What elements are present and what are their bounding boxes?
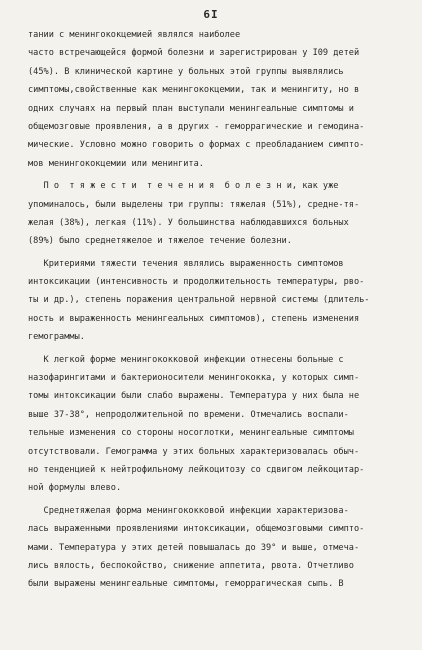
text-line: (89%) было среднетяжелое и тяжелое течение болезни. [28,236,292,247]
text-line: ность и выраженность менингеальных симптомов), степень изменения [28,313,360,324]
text-line: ты и др.), степень поражения центральной нервной системы (длитель- [28,295,370,306]
text-line: лись вялость, беспокойство, снижение аппетита, рвота. Отчетливо [28,560,354,571]
text-line: мические. Условно можно говорить о формах с преобладанием симпто- [28,140,365,151]
text-line: выше 37-38°, непродолжительной по времени. Отмечались воспали- [28,409,349,420]
page-number: 6I [203,8,219,21]
text-line: мов менингококцемии или менингита. [28,158,204,169]
text-line: Среднетяжелая форма менингококковой инфекции характеризова- [28,505,349,516]
text-line: тании с менингококцемией являлся наиболее [28,30,241,40]
text-line: назофарингитами и бактерионосители менингококка, у которых симп- [28,373,360,384]
text-line: гемограммы. [28,332,85,343]
text-line: общемозговые проявления, а в других - геморрагические и гемодина- [28,121,365,132]
text-line: тельные изменения со стороны носоглотки, менингеальные симптомы [28,428,354,439]
text-line: желая (38%), легкая (11%). У большинства наблюдавшихся больных [28,217,349,228]
text-line: симптомы,свойственные как менингококцемии, так и менингиту, но в [28,85,360,96]
text-line: (45%). В клинической картине у больных этой группы выявлялись [28,66,344,77]
text-line: П о т я ж е с т и т е ч е н и я б о л е з н и, как уже [28,181,339,192]
text-line: часто встречающейся формой болезни и зарегистрирован у I09 детей [28,48,360,59]
text-line: К легкой форме менингококковой инфекции отнесены больные с [28,354,344,365]
text-line: были выражены менингеальные симптомы, геморрагическая сыпь. В [28,579,344,590]
text-line: отсутствовали. Гемограмма у этих больных характеризовалась обыч- [28,446,360,457]
body-text [28,26,400,594]
text-line: но тенденцией к нейтрофильному лейкоцитозу со сдвигом лейкоцитар- [28,464,365,475]
text-line: томы интоксикации были слабо выражены. Температура у них была не [28,391,360,402]
text-line: мами. Температура у этих детей повышалась до 39° и выше, отмеча- [28,542,360,553]
text-line: Критериями тяжести течения являлись выраженность симптомов [28,258,344,269]
text-line: ной формулы влево. [28,483,122,494]
text-line: одних случаях на первый план выступали менингеальные симптомы и [28,103,354,114]
text-line: интоксикации (интенсивность и продолжительность температуры, рво- [28,277,365,288]
text-line: лась выраженными проявлениями интоксикации, общемозговыми симпто- [28,524,365,535]
text-line: упоминалось, были выделены три группы: тяжелая (51%), средне-тя- [28,199,360,210]
